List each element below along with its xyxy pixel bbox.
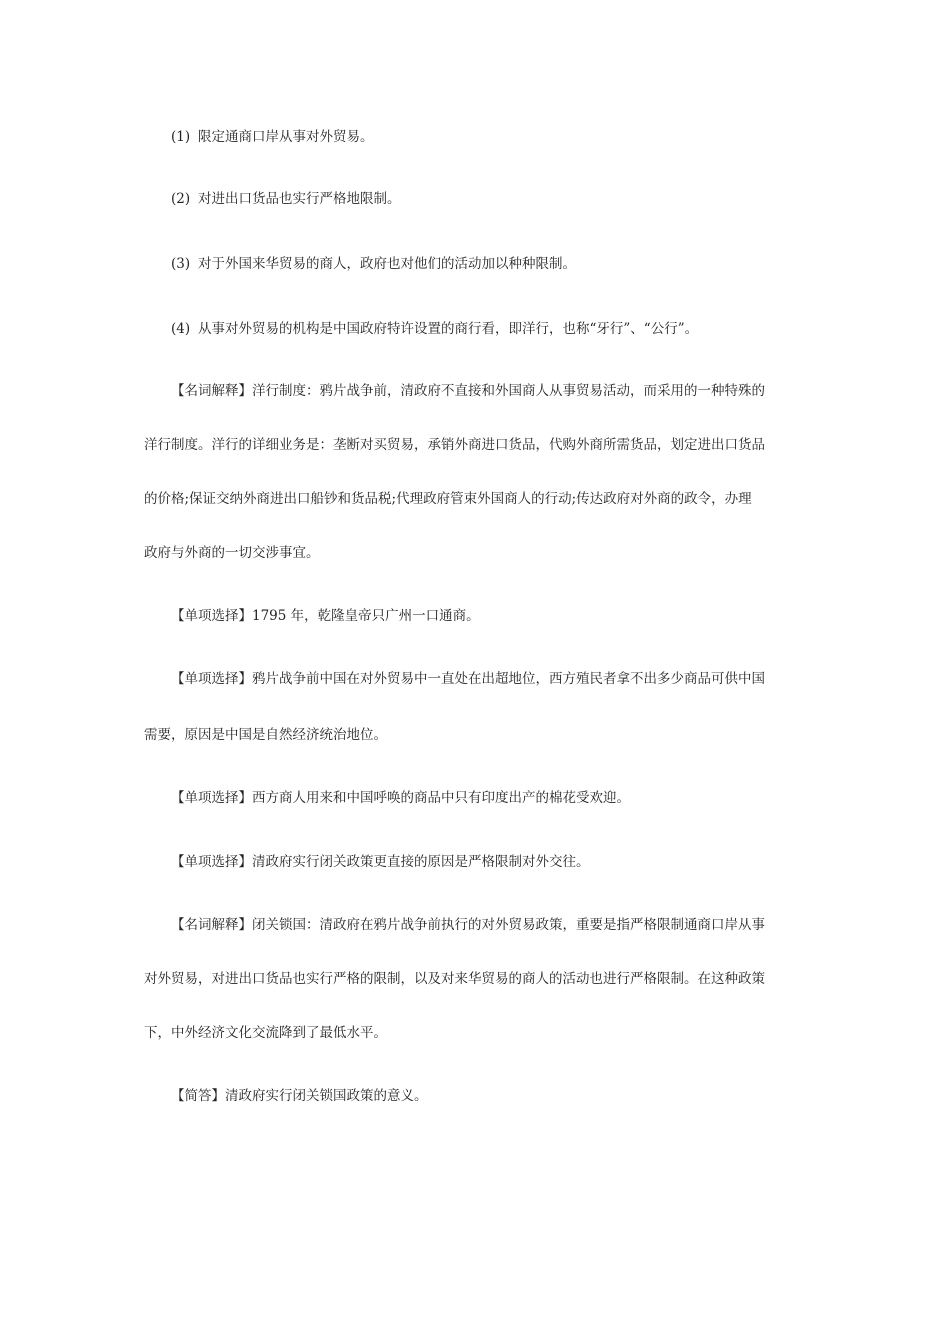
multiple-choice-3	[144, 785, 806, 812]
paragraph-line: 清政府实行闭关政策更直接的原因是严格限制对外交往。	[252, 854, 590, 870]
item-number: (4)	[171, 321, 191, 337]
paragraph-line: 下，中外经济文化交流降到了最低水平。	[144, 1025, 387, 1041]
section-tag: 【单项选择】	[171, 608, 252, 624]
term-definition-closed-door-line-2	[144, 966, 806, 993]
term-definition-closed-door-line-3	[144, 1020, 806, 1047]
term-definition-hong-system-line-3	[144, 486, 806, 513]
multiple-choice-2-line-2	[144, 722, 806, 749]
item-text: 对进出口货品也实行严格地限制。	[198, 191, 401, 207]
section-tag: 【单项选择】	[171, 671, 252, 687]
section-tag: 【名词解释】	[171, 383, 252, 399]
item-1	[144, 124, 806, 151]
item-text: 限定通商口岸从事对外贸易。	[198, 129, 374, 145]
term-definition-closed-door	[144, 912, 806, 939]
item-2	[144, 186, 806, 213]
item-number: (1)	[171, 129, 191, 145]
paragraph-line: 1795 年，乾隆皇帝只广州一口通商。	[252, 608, 480, 624]
section-tag: 【单项选择】	[171, 790, 252, 806]
paragraph-line: 需要，原因是中国是自然经济统治地位。	[144, 727, 387, 743]
section-tag: 【简答】	[171, 1088, 225, 1104]
paragraph-line: 洋行制度：鸦片战争前，清政府不直接和外国商人从事贸易活动，而采用的一种特殊的	[252, 383, 765, 399]
paragraph-line: 对外贸易，对进出口货品也实行严格的限制，以及对来华贸易的商人的活动也进行严格限制。在这种政策	[144, 971, 765, 987]
item-3	[144, 251, 806, 278]
item-number: (2)	[171, 191, 191, 207]
paragraph-line: 西方商人用来和中国呼唤的商品中只有印度出产的棉花受欢迎。	[252, 790, 630, 806]
paragraph-line: 的价格;保证交纳外商进出口船钞和货品税;代理政府管束外国商人的行动;传达政府对外商的政令，办理	[144, 491, 752, 507]
term-definition-hong-system	[144, 378, 806, 405]
paragraph-line: 政府与外商的一切交涉事宜。	[144, 545, 320, 561]
paragraph-line: 洋行制度。洋行的详细业务是：垄断对买贸易，承销外商进口货品，代购外商所需货品，划定进出口货品	[144, 437, 765, 453]
item-number: (3)	[171, 256, 191, 272]
paragraph-line: 闭关锁国：清政府在鸦片战争前执行的对外贸易政策，重要是指严格限制通商口岸从事	[252, 917, 765, 933]
multiple-choice-1	[144, 603, 806, 630]
item-text: 对于外国来华贸易的商人，政府也对他们的活动加以种种限制。	[198, 256, 576, 272]
multiple-choice-4	[144, 849, 806, 876]
item-4	[144, 316, 806, 343]
section-tag: 【名词解释】	[171, 917, 252, 933]
term-definition-hong-system-line-2	[144, 432, 806, 459]
section-tag: 【单项选择】	[171, 854, 252, 870]
paragraph-line: 清政府实行闭关锁国政策的意义。	[225, 1088, 428, 1104]
item-text: 从事对外贸易的机构是中国政府特许设置的商行看，即洋行，也称“牙行”、“公行”。	[198, 321, 699, 337]
paragraph-line: 鸦片战争前中国在对外贸易中一直处在出超地位，西方殖民者拿不出多少商品可供中国	[252, 671, 765, 687]
multiple-choice-2	[144, 666, 806, 693]
short-answer-1	[144, 1083, 806, 1110]
term-definition-hong-system-line-4	[144, 540, 806, 567]
